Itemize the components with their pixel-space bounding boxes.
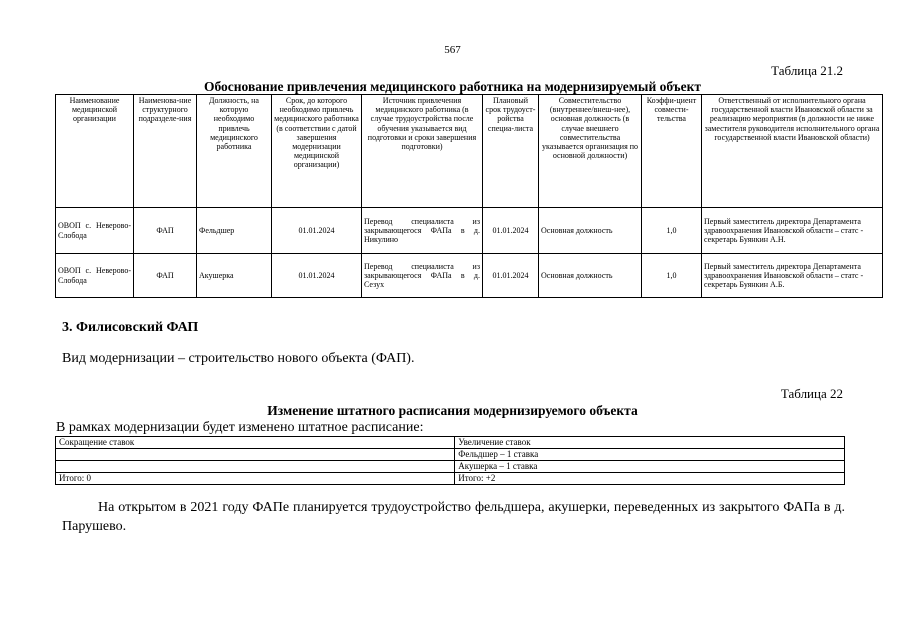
table-cell: ФАП	[134, 254, 197, 298]
table-cell: 01.01.2024	[483, 208, 539, 254]
column-header: Совместительство (внутреннее/внеш-нее), основная должность (в случае внешнего совместительства указывается организация по основной должности)	[539, 95, 642, 208]
table-cell: Итого: +2	[455, 473, 845, 485]
table-cell: 1,0	[642, 208, 702, 254]
table-cell: Итого: 0	[56, 473, 455, 485]
column-header: Ответственный от исполнительного органа государственной власти Ивановской области за реализацию мероприятия (в должности не ниже заместителя руководителя исполнительного органа государственной власти Ивановской области)	[702, 95, 883, 208]
table-cell: Увеличение ставок	[455, 437, 845, 449]
table-title: Изменение штатного расписания модернизируемого объекта	[267, 403, 638, 418]
column-header: Коэффи-циент совмести-тельства	[642, 95, 702, 208]
modernization-type: Вид модернизации – строительство нового объекта (ФАП).	[62, 351, 415, 366]
table-cell: 1,0	[642, 254, 702, 298]
table-cell: Основная должность	[539, 208, 642, 254]
column-header: Срок, до которого необходимо привлечь медицинского работника (в соответствии с датой завершения модернизации медицинской организации)	[272, 95, 362, 208]
table-cell: ОВОП с. Неверово-Слобода	[56, 254, 134, 298]
table-caption: Таблица 22	[780, 386, 843, 401]
table-cell: Основная должность	[539, 254, 642, 298]
table-row	[56, 449, 845, 461]
page-number: 567	[444, 44, 461, 56]
closing-paragraph: На открытом в 2021 году ФАПе планируется трудоустройство фельдшера, акушерки, переведенных из закрытого ФАПа в д. Парушево.	[62, 500, 845, 534]
table-cell: Фельдшер	[197, 208, 272, 254]
column-header: Источник привлечения медицинского работника (в случае трудоустройства после обучения указывается вид подготовки и сроки завершения подготовки)	[362, 95, 483, 208]
table-header-row	[56, 95, 883, 208]
table-cell: 01.01.2024	[272, 254, 362, 298]
table-row	[56, 461, 845, 473]
table-cell	[56, 449, 455, 461]
table-cell: ФАП	[134, 208, 197, 254]
column-header: Плановый срок трудоуст-ройства специа-листа	[483, 95, 539, 208]
table-cell	[56, 461, 455, 473]
table-cell: Акушерка	[197, 254, 272, 298]
column-header: Наименова-ние структурного подразделе-ния	[134, 95, 197, 208]
table-cell: 01.01.2024	[272, 208, 362, 254]
table-cell: Первый заместитель директора Департамента здравоохранения Ивановской области – статс - секретарь Буянкин А.Н.	[702, 208, 883, 254]
table-cell: 01.01.2024	[483, 254, 539, 298]
table-row	[56, 437, 845, 449]
section-heading: 3. Филисовский ФАП	[62, 320, 199, 335]
table-row	[56, 208, 883, 254]
table-cell: Сокращение ставок	[56, 437, 455, 449]
table-row	[56, 473, 845, 485]
table-cell: Перевод специалиста из закрывающегося ФАПа в д. Сезух	[362, 254, 483, 298]
staffing-change-table	[55, 436, 845, 485]
table-cell: ОВОП с. Неверово-Слобода	[56, 208, 134, 254]
column-header: Наименование медицинской организации	[56, 95, 134, 208]
table-intro: В рамках модернизации будет изменено штатное расписание:	[56, 420, 424, 435]
table-cell: Перевод специалиста из закрывающегося ФАПа в д. Никулино	[362, 208, 483, 254]
table-cell: Акушерка – 1 ставка	[455, 461, 845, 473]
table-row	[56, 254, 883, 298]
table-caption: Таблица 21.2	[771, 63, 843, 78]
column-header: Должность, на которую необходимо привлечь медицинского работника	[197, 95, 272, 208]
table-cell: Фельдшер – 1 ставка	[455, 449, 845, 461]
table-cell: Первый заместитель директора Департамента здравоохранения Ивановской области – статс - секретарь Буянкин А.Б.	[702, 254, 883, 298]
staff-justification-table	[55, 94, 883, 298]
table-title: Обоснование привлечения медицинского работника на модернизируемый объект	[203, 79, 702, 94]
